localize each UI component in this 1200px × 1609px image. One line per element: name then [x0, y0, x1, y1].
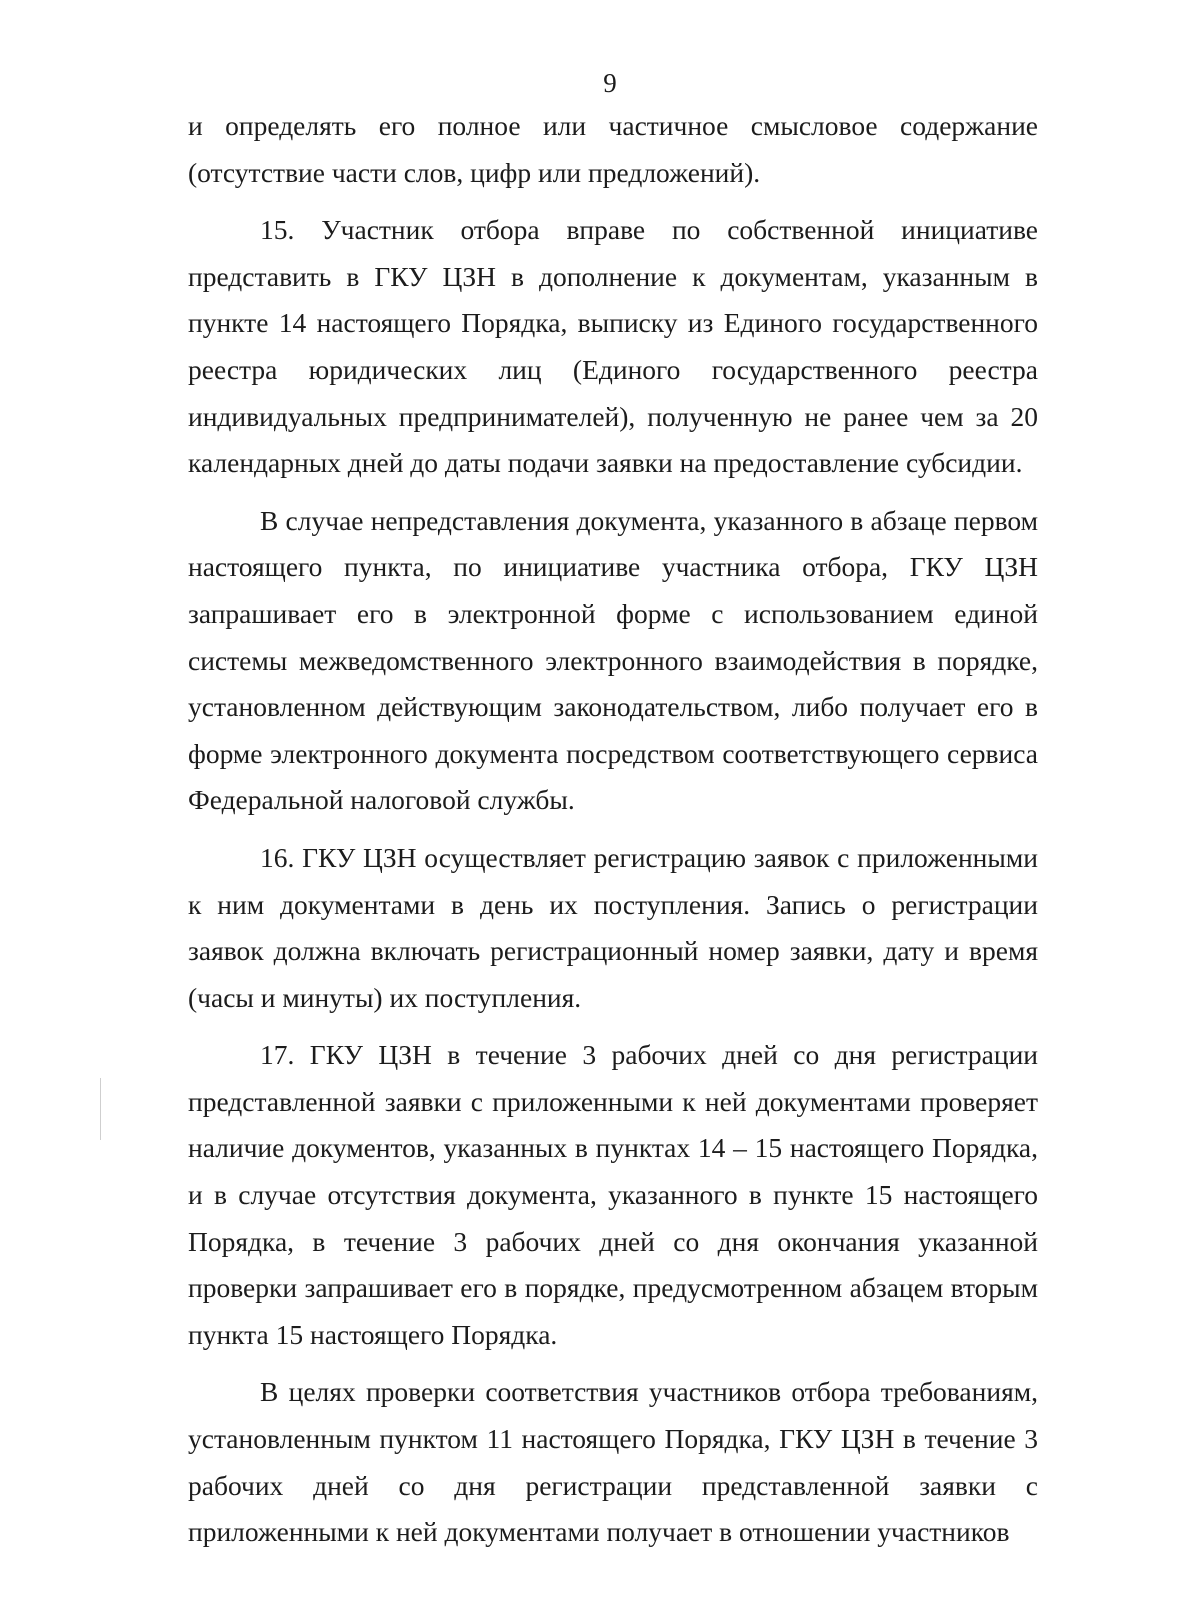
scan-artifact	[100, 1078, 101, 1140]
paragraph-item-15: 15. Участник отбора вправе по собственной инициативе представить в ГКУ ЦЗН в дополнение к документам, указанным в пункте 14 настоящего Порядка, выписку из Единого государственного реестра юридических лиц (Единого государственного реестра индивидуальных предпринимателей), полученную не ранее чем за 20 календарных дней до даты подачи заявки на предоставление субсидии.	[188, 214, 1038, 479]
paragraph-continuation: и определять его полное или частичное смысловое содержание (отсутствие части слов, цифр или предложений).	[188, 110, 1038, 188]
page-number: 9	[603, 68, 617, 98]
paragraph-item-16: 16. ГКУ ЦЗН осуществляет регистрацию заявок с приложенными к ним документами в день их поступления. Запись о регистрации заявок должна включать регистрационный номер заявки, дату и время (часы и минуты) их поступления.	[188, 841, 1038, 1013]
paragraph-item-15-second: В случае непредставления документа, указанного в абзаце первом настоящего пункта, по инициативе участника отбора, ГКУ ЦЗН запрашивает его в электронной форме с использованием единой системы межведомственного электронного взаимодействия в порядке, установленном действующим законодательством, либо получает его в форме электронного документа посредством соответствующего сервиса Федеральной налоговой службы.	[188, 504, 1038, 816]
paragraph-item-17-second: В целях проверки соответствия участников отбора требованиям, установленным пунктом 11 настоящего Порядка, ГКУ ЦЗН в течение 3 рабочих дней со дня регистрации представленной заявки с приложенными к ней документами получает в отношении участников	[188, 1376, 1038, 1548]
document-body	[188, 103, 1038, 1556]
paragraph-item-17: 17. ГКУ ЦЗН в течение 3 рабочих дней со дня регистрации представленной заявки с приложенными к ней документами проверяет наличие документов, указанных в пунктах 14 – 15 настоящего Порядка, и в случае отсутствия документа, указанного в пункте 15 настоящего Порядка, в течение 3 рабочих дней со дня окончания указанной проверки запрашивает его в порядке, предусмотренном абзацем вторым пункта 15 настоящего Порядка.	[188, 1039, 1038, 1350]
